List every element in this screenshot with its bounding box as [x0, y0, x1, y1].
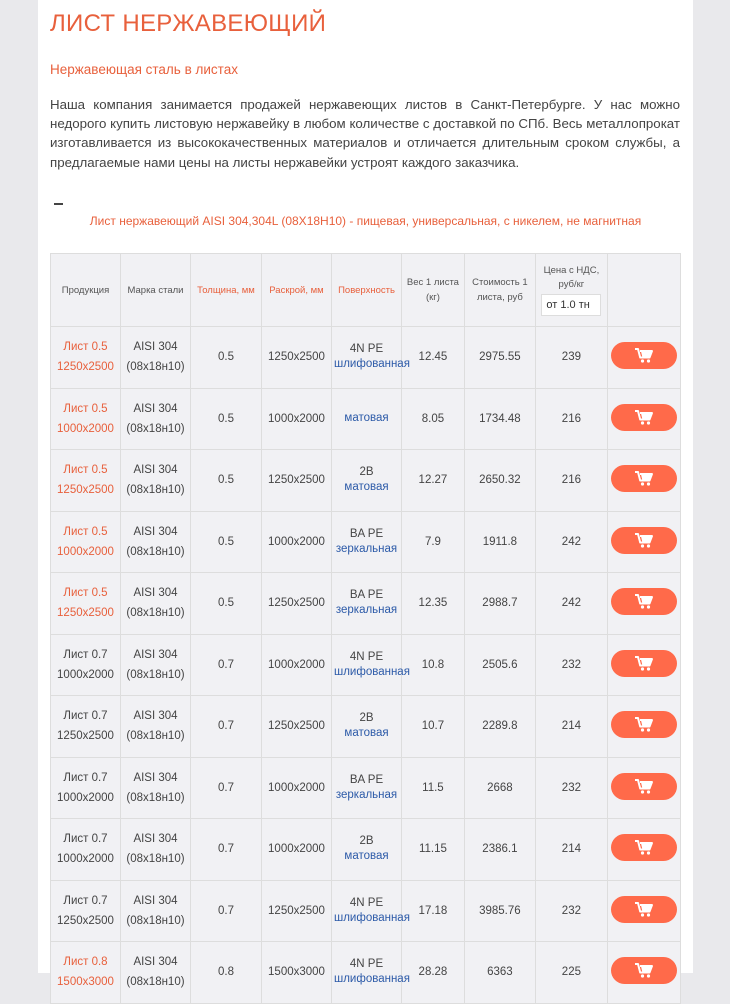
grade-code: (08х18н10)	[126, 361, 185, 374]
add-to-cart-button[interactable]	[611, 588, 677, 615]
price-cell: 225	[535, 942, 607, 1004]
add-to-cart-button[interactable]	[611, 957, 677, 984]
grade-name: AISI 304	[133, 525, 178, 538]
surface-cell	[332, 327, 410, 389]
product-cell	[51, 757, 121, 819]
surface-finish[interactable]: матовая	[344, 727, 389, 740]
add-to-cart-button[interactable]	[611, 711, 677, 738]
grade-name: AISI 304	[133, 771, 178, 784]
price-cell: 216	[535, 450, 607, 512]
cut-cell: 1250x2500	[262, 696, 332, 758]
cart-cell	[607, 880, 680, 942]
cost-cell: 2289.8	[464, 696, 535, 758]
cut-cell: 1000x2000	[262, 511, 332, 573]
thickness-cell: 0.7	[191, 880, 262, 942]
add-to-cart-button[interactable]	[611, 465, 677, 492]
cost-cell: 2668	[464, 757, 535, 819]
grade-name: AISI 304	[133, 648, 178, 661]
weight-cell: 28.28	[402, 942, 465, 1004]
grade-code: (08х18н10)	[126, 422, 185, 435]
page-title: ЛИСТ НЕРЖАВЕЮЩИЙ	[50, 10, 327, 37]
col-surface[interactable]: Поверхность	[332, 254, 402, 327]
product-cell	[51, 511, 121, 573]
table-row	[51, 511, 681, 573]
product-name: Лист 0.7	[63, 648, 108, 661]
product-cell	[51, 388, 121, 450]
surface-type: BA PE	[349, 589, 384, 602]
cart-cell	[607, 388, 680, 450]
cut-cell: 1000x2000	[262, 819, 332, 881]
surface-type: 2B	[359, 466, 374, 479]
surface-type: 4N PE	[349, 343, 384, 356]
intro-paragraph: Наша компания занимается продажей нержавеющих листов в Санкт-Петербурге. У нас можно недорого купить листовую нержавейку в любом количестве с доставкой по СПб. Весь металлопрокат изготавливается из высококачественных материалов и отличается длительным сроком службы, а предлагаемые нами цены на листы нержавейки устроят каждого заказчика.	[50, 97, 680, 170]
product-name: Лист 0.7	[63, 771, 108, 784]
col-thickness[interactable]: Толщина, мм	[191, 254, 262, 327]
grade-cell	[121, 942, 191, 1004]
product-size[interactable]: 1500x3000	[57, 976, 114, 989]
surface-cell	[332, 819, 402, 881]
table-row	[51, 573, 681, 635]
grade-cell	[121, 634, 191, 696]
grade-name: AISI 304	[133, 464, 178, 477]
thickness-cell: 0.7	[191, 634, 262, 696]
cart-cell	[607, 511, 680, 573]
product-cell	[51, 573, 121, 635]
table-row	[51, 880, 681, 942]
grade-cell	[121, 696, 191, 758]
surface-cell	[332, 511, 402, 573]
product-cell	[51, 942, 121, 1004]
surface-type: 4N PE	[349, 650, 384, 663]
price-cell: 214	[535, 819, 607, 881]
surface-cell	[332, 696, 402, 758]
add-to-cart-button[interactable]	[611, 650, 677, 677]
cart-cell	[607, 450, 680, 512]
grade-cell	[121, 819, 191, 881]
add-to-cart-button[interactable]	[611, 527, 677, 554]
surface-finish[interactable]: шлифованная	[334, 911, 410, 924]
weight-cell: 11.15	[402, 819, 465, 881]
cut-cell: 1250x2500	[262, 327, 332, 389]
grade-cell	[121, 511, 191, 573]
cut-cell: 1000x2000	[262, 757, 332, 819]
table-row	[51, 634, 681, 696]
product-name: Лист 0.7	[63, 894, 108, 907]
product-name[interactable]: Лист 0.8	[63, 956, 108, 969]
product-name[interactable]: Лист 0.5	[63, 525, 108, 538]
price-cell: 232	[535, 757, 607, 819]
grade-code: (08х18н10)	[126, 484, 185, 497]
col-cart	[607, 254, 680, 327]
surface-type: BA PE	[349, 527, 384, 540]
product-cell	[51, 450, 121, 512]
price-cell: 232	[535, 634, 607, 696]
col-grade: Марка стали	[121, 254, 191, 327]
product-size: 1000x2000	[57, 668, 114, 681]
product-size[interactable]: 1000x2000	[57, 545, 114, 558]
surface-finish[interactable]: зеркальная	[335, 542, 398, 555]
cost-cell: 1734.48	[464, 388, 535, 450]
product-name[interactable]: Лист 0.5	[63, 341, 108, 354]
product-cell	[51, 696, 121, 758]
cut-cell: 1250x2500	[262, 573, 332, 635]
surface-type: 4N PE	[349, 958, 384, 971]
weight-cell: 7.9	[402, 511, 465, 573]
product-name: Лист 0.7	[63, 833, 108, 846]
surface-type: BA PE	[349, 773, 384, 786]
surface-finish[interactable]: шлифованная	[334, 973, 410, 986]
cost-cell: 1911.8	[464, 511, 535, 573]
grade-name: AISI 304	[133, 956, 178, 969]
surface-cell	[332, 942, 410, 1004]
thickness-cell: 0.7	[191, 819, 262, 881]
quantity-input[interactable]	[541, 294, 601, 316]
table-row	[51, 819, 681, 881]
surface-cell	[332, 388, 402, 450]
surface-finish[interactable]: матовая	[344, 412, 389, 425]
product-size[interactable]: 1250x2500	[57, 361, 114, 374]
table-header-row	[51, 254, 681, 327]
table-row	[51, 942, 681, 1004]
page-subtitle: Нержавеющая сталь в листах	[50, 62, 238, 77]
cost-cell: 2988.7	[464, 573, 535, 635]
cart-cell	[607, 573, 680, 635]
thickness-cell: 0.5	[191, 511, 262, 573]
weight-cell: 12.45	[402, 327, 465, 389]
surface-type: 2B	[359, 712, 374, 725]
product-size[interactable]: 1000x2000	[57, 422, 114, 435]
price-cell: 239	[535, 327, 607, 389]
grade-code: (08х18н10)	[126, 730, 185, 743]
price-cell: 242	[535, 573, 607, 635]
grade-code: (08х18н10)	[126, 914, 185, 927]
grade-cell	[121, 573, 191, 635]
cost-cell: 2975.55	[464, 327, 535, 389]
product-size[interactable]: 1250x2500	[57, 484, 114, 497]
product-cell	[51, 819, 121, 881]
weight-cell: 12.27	[402, 450, 465, 512]
table-row	[51, 450, 681, 512]
grade-cell	[121, 880, 191, 942]
cart-cell	[607, 327, 680, 389]
surface-finish[interactable]: зеркальная	[335, 604, 398, 617]
price-cell: 214	[535, 696, 607, 758]
thickness-cell: 0.5	[191, 573, 262, 635]
cost-cell: 6363	[464, 942, 535, 1004]
surface-finish[interactable]: зеркальная	[335, 788, 398, 801]
product-size: 1250x2500	[57, 730, 114, 743]
grade-name: AISI 304	[133, 402, 178, 415]
grade-code: (08х18н10)	[126, 853, 185, 866]
col-price-label: Цена с НДС, руб/кг	[543, 265, 600, 290]
thickness-cell: 0.5	[191, 327, 262, 389]
surface-cell	[332, 450, 402, 512]
thickness-cell: 0.7	[191, 696, 262, 758]
surface-finish[interactable]: шлифованная	[334, 358, 410, 371]
page-content	[38, 0, 693, 989]
product-size: 1250x2500	[57, 914, 114, 927]
thickness-cell: 0.8	[191, 942, 262, 1004]
grade-code: (08х18н10)	[126, 976, 185, 989]
thickness-cell: 0.5	[191, 388, 262, 450]
table-row	[51, 327, 681, 389]
col-product: Продукция	[51, 254, 121, 327]
surface-cell	[332, 573, 402, 635]
surface-cell	[332, 757, 402, 819]
add-to-cart-button[interactable]	[611, 896, 677, 923]
grade-cell	[121, 450, 191, 512]
grade-code: (08х18н10)	[126, 607, 185, 620]
cut-cell: 1250x2500	[262, 880, 332, 942]
thickness-cell: 0.7	[191, 757, 262, 819]
grade-cell	[121, 327, 191, 389]
cart-cell	[607, 819, 680, 881]
weight-cell: 11.5	[402, 757, 465, 819]
col-price	[535, 254, 607, 327]
cut-cell: 1000x2000	[262, 388, 332, 450]
weight-cell: 10.8	[402, 634, 465, 696]
add-to-cart-button[interactable]	[611, 342, 677, 369]
add-to-cart-button[interactable]	[611, 404, 677, 431]
weight-cell: 8.05	[402, 388, 465, 450]
grade-name: AISI 304	[133, 341, 178, 354]
surface-cell	[332, 634, 410, 696]
add-to-cart-button[interactable]	[611, 773, 677, 800]
grade-code: (08х18н10)	[126, 668, 185, 681]
product-name[interactable]: Лист 0.5	[63, 464, 108, 477]
grade-name: AISI 304	[133, 833, 178, 846]
grade-code: (08х18н10)	[126, 791, 185, 804]
grade-name: AISI 304	[133, 710, 178, 723]
product-name: Лист 0.7	[63, 710, 108, 723]
product-size: 1000x2000	[57, 853, 114, 866]
price-table	[50, 253, 681, 1004]
add-to-cart-button[interactable]	[611, 834, 677, 861]
cut-cell: 1500x3000	[262, 942, 332, 1004]
cart-cell	[607, 942, 680, 1004]
product-cell	[51, 634, 121, 696]
product-name[interactable]: Лист 0.5	[63, 402, 108, 415]
surface-finish[interactable]: шлифованная	[334, 665, 410, 678]
price-cell: 242	[535, 511, 607, 573]
col-cost: Стоимость 1 листа, руб	[464, 254, 535, 327]
product-name[interactable]: Лист 0.5	[63, 587, 108, 600]
weight-cell: 12.35	[402, 573, 465, 635]
col-cut[interactable]: Раскрой, мм	[262, 254, 332, 327]
surface-cell	[332, 880, 410, 942]
surface-type: 4N PE	[349, 896, 384, 909]
col-weight: Вес 1 листа (кг)	[402, 254, 465, 327]
surface-type: 2B	[359, 835, 374, 848]
table-row	[51, 388, 681, 450]
cart-cell	[607, 696, 680, 758]
price-cell: 216	[535, 388, 607, 450]
grade-cell	[121, 757, 191, 819]
cost-cell: 2650.32	[464, 450, 535, 512]
cut-cell: 1000x2000	[262, 634, 332, 696]
thickness-cell: 0.5	[191, 450, 262, 512]
product-cell	[51, 880, 121, 942]
weight-cell: 10.7	[402, 696, 465, 758]
cut-cell: 1250x2500	[262, 450, 332, 512]
grade-name: AISI 304	[133, 894, 178, 907]
product-size: 1000x2000	[57, 791, 114, 804]
cost-cell: 3985.76	[464, 880, 535, 942]
cost-cell: 2386.1	[464, 819, 535, 881]
section-title[interactable]: Лист нержавеющий AISI 304,304L (08Х18Н10) - пищевая, универсальная, с никелем, не магнитная	[89, 214, 642, 228]
product-cell	[51, 327, 121, 389]
collapse-toggle-icon[interactable]	[54, 203, 63, 205]
cart-cell	[607, 757, 680, 819]
product-size[interactable]: 1250x2500	[57, 607, 114, 620]
table-row	[51, 696, 681, 758]
table-row	[51, 757, 681, 819]
grade-cell	[121, 388, 191, 450]
weight-cell: 17.18	[402, 880, 465, 942]
cost-cell: 2505.6	[464, 634, 535, 696]
grade-code: (08х18н10)	[126, 545, 185, 558]
cart-cell	[607, 634, 680, 696]
price-cell: 232	[535, 880, 607, 942]
surface-finish[interactable]: матовая	[344, 850, 389, 863]
grade-name: AISI 304	[133, 587, 178, 600]
surface-finish[interactable]: матовая	[344, 481, 389, 494]
